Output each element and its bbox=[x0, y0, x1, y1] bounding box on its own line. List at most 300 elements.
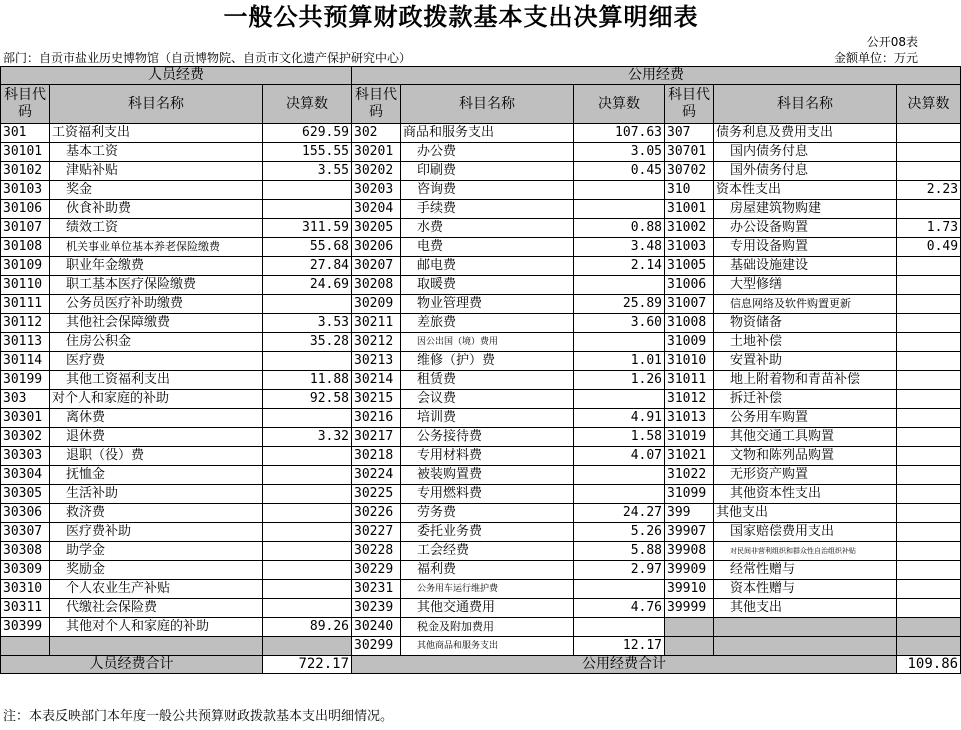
subject-code-cell: 30302 bbox=[1, 428, 50, 447]
subject-name-cell: 奖励金 bbox=[50, 561, 263, 580]
subject-code-cell: 30211 bbox=[352, 314, 401, 333]
personnel-total-value: 722.17 bbox=[263, 656, 352, 674]
subject-code-cell: 31005 bbox=[665, 257, 714, 276]
table-row bbox=[1, 447, 961, 466]
table-row bbox=[1, 409, 961, 428]
subject-name-cell: 代缴社会保险费 bbox=[50, 599, 263, 618]
subject-code-cell: 39910 bbox=[665, 580, 714, 599]
subject-name-cell: 债务利息及费用支出 bbox=[714, 124, 897, 143]
amount-cell: 11.88 bbox=[263, 371, 352, 390]
amount-cell bbox=[574, 181, 665, 200]
subject-code-cell: 30209 bbox=[352, 295, 401, 314]
subject-code-cell: 31022 bbox=[665, 466, 714, 485]
subject-name-cell: 其他社会保障缴费 bbox=[50, 314, 263, 333]
table-row bbox=[1, 542, 961, 561]
amount-cell bbox=[263, 181, 352, 200]
subject-code-cell: 30106 bbox=[1, 200, 50, 219]
department-label: 部门：自贡市盐业历史博物馆（自贡博物院、自贡市文化遗产保护研究中心） bbox=[3, 51, 412, 65]
amount-cell bbox=[574, 390, 665, 409]
amount-cell bbox=[574, 466, 665, 485]
amount-cell bbox=[574, 276, 665, 295]
amount-cell bbox=[897, 561, 961, 580]
subject-code-cell: 30206 bbox=[352, 238, 401, 257]
subject-code-cell: 31099 bbox=[665, 485, 714, 504]
subject-code-cell: 30303 bbox=[1, 447, 50, 466]
col-header-code: 科目代码 bbox=[665, 85, 714, 124]
amount-cell bbox=[263, 504, 352, 523]
subject-code-cell: 31002 bbox=[665, 219, 714, 238]
subject-name-cell: 税金及附加费用 bbox=[401, 618, 574, 637]
table-row bbox=[1, 371, 961, 390]
amount-cell: 311.59 bbox=[263, 219, 352, 238]
subject-code-cell: 30239 bbox=[352, 599, 401, 618]
subject-name-cell: 无形资产购置 bbox=[714, 466, 897, 485]
subject-name-cell: 生活补助 bbox=[50, 485, 263, 504]
subject-code-cell: 30702 bbox=[665, 162, 714, 181]
table-row bbox=[1, 580, 961, 599]
subject-code-cell: 30701 bbox=[665, 143, 714, 162]
subject-code-cell: 31008 bbox=[665, 314, 714, 333]
subject-code-cell: 30240 bbox=[352, 618, 401, 637]
amount-cell: 3.32 bbox=[263, 428, 352, 447]
col-header-name: 科目名称 bbox=[714, 85, 897, 124]
amount-cell bbox=[897, 485, 961, 504]
amount-cell bbox=[897, 504, 961, 523]
amount-cell: 3.05 bbox=[574, 143, 665, 162]
subject-name-cell: 被装购置费 bbox=[401, 466, 574, 485]
subject-name-cell: 公务接待费 bbox=[401, 428, 574, 447]
amount-cell bbox=[574, 618, 665, 637]
totals-row bbox=[1, 656, 961, 674]
table-row bbox=[1, 257, 961, 276]
subject-code-cell: 30306 bbox=[1, 504, 50, 523]
subject-code-cell: 30111 bbox=[1, 295, 50, 314]
subject-name-cell: 退职（役）费 bbox=[50, 447, 263, 466]
subject-name-cell: 国内债务付息 bbox=[714, 143, 897, 162]
subject-name-cell: 奖金 bbox=[50, 181, 263, 200]
subject-name-cell: 其他对个人和家庭的补助 bbox=[50, 618, 263, 637]
subject-code-cell: 30103 bbox=[1, 181, 50, 200]
subject-name-cell: 其他工资福利支出 bbox=[50, 371, 263, 390]
subject-code-cell: 31009 bbox=[665, 333, 714, 352]
subject-name-cell: 绩效工资 bbox=[50, 219, 263, 238]
subject-code-cell: 31010 bbox=[665, 352, 714, 371]
amount-cell: 27.84 bbox=[263, 257, 352, 276]
subject-code-cell: 303 bbox=[1, 390, 50, 409]
subject-code-cell: 301 bbox=[1, 124, 50, 143]
subject-name-cell: 职业年金缴费 bbox=[50, 257, 263, 276]
report-title: 一般公共预算财政拨款基本支出决算明细表 bbox=[223, 2, 699, 31]
subject-name-cell: 公务用车购置 bbox=[714, 409, 897, 428]
amount-cell: 107.63 bbox=[574, 124, 665, 143]
empty-cell bbox=[665, 637, 714, 656]
amount-cell: 0.88 bbox=[574, 219, 665, 238]
subject-code-cell: 31006 bbox=[665, 276, 714, 295]
amount-cell bbox=[574, 200, 665, 219]
empty-cell bbox=[714, 618, 897, 637]
subject-code-cell: 30214 bbox=[352, 371, 401, 390]
amount-cell bbox=[263, 295, 352, 314]
amount-cell bbox=[263, 352, 352, 371]
amount-cell: 3.53 bbox=[263, 314, 352, 333]
subject-name-cell: 国家赔偿费用支出 bbox=[714, 523, 897, 542]
amount-cell bbox=[897, 447, 961, 466]
amount-cell bbox=[897, 428, 961, 447]
subject-name-cell: 手续费 bbox=[401, 200, 574, 219]
subject-code-cell: 30226 bbox=[352, 504, 401, 523]
personnel-total-label: 人员经费合计 bbox=[1, 656, 263, 674]
amount-cell: 2.97 bbox=[574, 561, 665, 580]
empty-cell bbox=[897, 618, 961, 637]
subject-name-cell: 电费 bbox=[401, 238, 574, 257]
amount-cell bbox=[897, 409, 961, 428]
subject-name-cell: 经常性赠与 bbox=[714, 561, 897, 580]
amount-cell: 92.58 bbox=[263, 390, 352, 409]
subject-name-cell: 助学金 bbox=[50, 542, 263, 561]
subject-name-cell: 对民间非营利组织和群众性自治组织补贴 bbox=[714, 542, 897, 561]
amount-cell: 2.23 bbox=[897, 181, 961, 200]
subject-code-cell: 30199 bbox=[1, 371, 50, 390]
subject-code-cell: 30229 bbox=[352, 561, 401, 580]
amount-cell: 3.55 bbox=[263, 162, 352, 181]
amount-cell: 0.45 bbox=[574, 162, 665, 181]
subject-name-cell: 取暖费 bbox=[401, 276, 574, 295]
amount-cell bbox=[263, 523, 352, 542]
amount-cell: 35.28 bbox=[263, 333, 352, 352]
amount-cell: 5.26 bbox=[574, 523, 665, 542]
subject-name-cell: 机关事业单位基本养老保险缴费 bbox=[50, 238, 263, 257]
subject-name-cell: 其他交通费用 bbox=[401, 599, 574, 618]
subject-name-cell: 大型修缮 bbox=[714, 276, 897, 295]
subject-code-cell: 39908 bbox=[665, 542, 714, 561]
table-body bbox=[1, 124, 961, 656]
subject-code-cell: 30202 bbox=[352, 162, 401, 181]
subject-name-cell: 基础设施建设 bbox=[714, 257, 897, 276]
subject-code-cell: 30114 bbox=[1, 352, 50, 371]
subject-name-cell: 抚恤金 bbox=[50, 466, 263, 485]
subject-name-cell: 办公设备购置 bbox=[714, 219, 897, 238]
table-row bbox=[1, 276, 961, 295]
subject-code-cell: 30208 bbox=[352, 276, 401, 295]
amount-cell bbox=[897, 162, 961, 181]
subject-code-cell: 30310 bbox=[1, 580, 50, 599]
subject-code-cell: 307 bbox=[665, 124, 714, 143]
amount-cell: 1.01 bbox=[574, 352, 665, 371]
subject-code-cell: 30308 bbox=[1, 542, 50, 561]
empty-cell bbox=[714, 637, 897, 656]
subject-code-cell: 30212 bbox=[352, 333, 401, 352]
table-row bbox=[1, 523, 961, 542]
table-row bbox=[1, 428, 961, 447]
subject-name-cell: 会议费 bbox=[401, 390, 574, 409]
col-header-amount: 决算数 bbox=[897, 85, 961, 124]
subject-name-cell: 因公出国（境）费用 bbox=[401, 333, 574, 352]
subject-code-cell: 30203 bbox=[352, 181, 401, 200]
amount-cell bbox=[897, 124, 961, 143]
subject-name-cell: 差旅费 bbox=[401, 314, 574, 333]
subject-code-cell: 30309 bbox=[1, 561, 50, 580]
subject-code-cell: 30107 bbox=[1, 219, 50, 238]
subject-code-cell: 30101 bbox=[1, 143, 50, 162]
subject-code-cell: 399 bbox=[665, 504, 714, 523]
amount-cell bbox=[574, 580, 665, 599]
table-row bbox=[1, 181, 961, 200]
table-row bbox=[1, 561, 961, 580]
amount-cell: 2.14 bbox=[574, 257, 665, 276]
amount-cell bbox=[263, 561, 352, 580]
subject-name-cell: 工资福利支出 bbox=[50, 124, 263, 143]
empty-cell bbox=[50, 637, 263, 656]
subject-name-cell: 咨询费 bbox=[401, 181, 574, 200]
subject-name-cell: 商品和服务支出 bbox=[401, 124, 574, 143]
subject-code-cell: 31013 bbox=[665, 409, 714, 428]
subject-code-cell: 39909 bbox=[665, 561, 714, 580]
subject-code-cell: 30201 bbox=[352, 143, 401, 162]
col-header-code: 科目代码 bbox=[352, 85, 401, 124]
subject-code-cell: 30305 bbox=[1, 485, 50, 504]
subject-code-cell: 30113 bbox=[1, 333, 50, 352]
amount-cell bbox=[897, 466, 961, 485]
subject-name-cell: 救济费 bbox=[50, 504, 263, 523]
subject-code-cell: 302 bbox=[352, 124, 401, 143]
subject-name-cell: 职工基本医疗保险缴费 bbox=[50, 276, 263, 295]
subject-name-cell: 安置补助 bbox=[714, 352, 897, 371]
amount-cell: 0.49 bbox=[897, 238, 961, 257]
amount-cell bbox=[897, 200, 961, 219]
subject-name-cell: 专用材料费 bbox=[401, 447, 574, 466]
amount-cell: 4.91 bbox=[574, 409, 665, 428]
amount-cell bbox=[897, 599, 961, 618]
subject-code-cell: 310 bbox=[665, 181, 714, 200]
subject-name-cell: 住房公积金 bbox=[50, 333, 263, 352]
empty-cell bbox=[263, 637, 352, 656]
amount-cell: 24.69 bbox=[263, 276, 352, 295]
amount-cell bbox=[263, 599, 352, 618]
subject-name-cell: 文物和陈列品购置 bbox=[714, 447, 897, 466]
subject-code-cell: 30217 bbox=[352, 428, 401, 447]
subject-name-cell: 工会经费 bbox=[401, 542, 574, 561]
subject-code-cell: 39907 bbox=[665, 523, 714, 542]
subject-name-cell: 房屋建筑物购建 bbox=[714, 200, 897, 219]
subject-name-cell: 邮电费 bbox=[401, 257, 574, 276]
amount-cell bbox=[897, 390, 961, 409]
subject-code-cell: 31011 bbox=[665, 371, 714, 390]
amount-cell bbox=[897, 580, 961, 599]
table-row bbox=[1, 352, 961, 371]
table-row bbox=[1, 238, 961, 257]
col-header-name: 科目名称 bbox=[50, 85, 263, 124]
table-row bbox=[1, 504, 961, 523]
subject-name-cell: 国外债务付息 bbox=[714, 162, 897, 181]
section-personnel-header: 人员经费 bbox=[1, 67, 352, 85]
amount-cell bbox=[897, 333, 961, 352]
subject-name-cell: 物资储备 bbox=[714, 314, 897, 333]
subject-name-cell: 个人农业生产补贴 bbox=[50, 580, 263, 599]
subject-name-cell: 劳务费 bbox=[401, 504, 574, 523]
subject-name-cell: 医疗费 bbox=[50, 352, 263, 371]
subject-name-cell: 伙食补助费 bbox=[50, 200, 263, 219]
subject-code-cell: 30207 bbox=[352, 257, 401, 276]
table-row bbox=[1, 466, 961, 485]
amount-cell: 5.88 bbox=[574, 542, 665, 561]
amount-cell: 55.68 bbox=[263, 238, 352, 257]
amount-cell bbox=[897, 352, 961, 371]
subject-code-cell: 30227 bbox=[352, 523, 401, 542]
subject-name-cell: 拆迁补偿 bbox=[714, 390, 897, 409]
table-row bbox=[1, 219, 961, 238]
amount-cell bbox=[897, 276, 961, 295]
subject-name-cell: 津贴补贴 bbox=[50, 162, 263, 181]
amount-cell bbox=[897, 295, 961, 314]
subject-name-cell: 印刷费 bbox=[401, 162, 574, 181]
subject-name-cell: 专用设备购置 bbox=[714, 238, 897, 257]
amount-cell bbox=[574, 333, 665, 352]
subject-code-cell: 30399 bbox=[1, 618, 50, 637]
amount-cell: 4.76 bbox=[574, 599, 665, 618]
subject-name-cell: 信息网络及软件购置更新 bbox=[714, 295, 897, 314]
subject-name-cell: 公务用车运行维护费 bbox=[401, 580, 574, 599]
col-header-amount: 决算数 bbox=[263, 85, 352, 124]
subject-name-cell: 其他资本性支出 bbox=[714, 485, 897, 504]
subject-name-cell: 福利费 bbox=[401, 561, 574, 580]
col-header-amount: 决算数 bbox=[574, 85, 665, 124]
public-total-value: 109.86 bbox=[897, 656, 961, 674]
subject-code-cell: 30205 bbox=[352, 219, 401, 238]
amount-cell bbox=[897, 143, 961, 162]
amount-cell bbox=[263, 542, 352, 561]
amount-cell: 4.07 bbox=[574, 447, 665, 466]
amount-cell bbox=[897, 542, 961, 561]
table-row bbox=[1, 637, 961, 656]
amount-cell bbox=[263, 466, 352, 485]
subject-code-cell: 30301 bbox=[1, 409, 50, 428]
col-header-code: 科目代码 bbox=[1, 85, 50, 124]
amount-cell bbox=[263, 447, 352, 466]
subject-code-cell: 30215 bbox=[352, 390, 401, 409]
footnote: 注：本表反映部门本年度一般公共预算财政拨款基本支出明细情况。 bbox=[3, 709, 394, 724]
subject-name-cell: 退休费 bbox=[50, 428, 263, 447]
subject-code-cell: 30109 bbox=[1, 257, 50, 276]
public-total-label: 公用经费合计 bbox=[352, 656, 897, 674]
amount-cell bbox=[897, 314, 961, 333]
amount-cell: 1.73 bbox=[897, 219, 961, 238]
unit-label: 金额单位：万元 bbox=[833, 51, 918, 65]
subject-code-cell: 31019 bbox=[665, 428, 714, 447]
amount-cell bbox=[263, 409, 352, 428]
expenditure-table bbox=[0, 66, 961, 674]
amount-cell bbox=[897, 257, 961, 276]
empty-cell bbox=[665, 618, 714, 637]
subject-code-cell: 30311 bbox=[1, 599, 50, 618]
subject-name-cell: 地上附着物和青苗补偿 bbox=[714, 371, 897, 390]
amount-cell: 3.48 bbox=[574, 238, 665, 257]
table-row bbox=[1, 143, 961, 162]
table-row bbox=[1, 333, 961, 352]
table-row bbox=[1, 295, 961, 314]
subject-code-cell: 30213 bbox=[352, 352, 401, 371]
table-row bbox=[1, 200, 961, 219]
subject-name-cell: 专用燃料费 bbox=[401, 485, 574, 504]
subject-code-cell: 30299 bbox=[352, 637, 401, 656]
subject-code-cell: 30216 bbox=[352, 409, 401, 428]
amount-cell bbox=[263, 580, 352, 599]
amount-cell: 155.55 bbox=[263, 143, 352, 162]
subject-code-cell: 30231 bbox=[352, 580, 401, 599]
subject-code-cell: 30204 bbox=[352, 200, 401, 219]
amount-cell: 3.60 bbox=[574, 314, 665, 333]
subject-code-cell: 30108 bbox=[1, 238, 50, 257]
subject-name-cell: 其他商品和服务支出 bbox=[401, 637, 574, 656]
subject-name-cell: 其他支出 bbox=[714, 504, 897, 523]
subject-name-cell: 基本工资 bbox=[50, 143, 263, 162]
subject-code-cell: 30218 bbox=[352, 447, 401, 466]
subject-name-cell: 维修（护）费 bbox=[401, 352, 574, 371]
amount-cell: 25.89 bbox=[574, 295, 665, 314]
table-row bbox=[1, 390, 961, 409]
amount-cell bbox=[897, 523, 961, 542]
empty-cell bbox=[1, 637, 50, 656]
amount-cell: 24.27 bbox=[574, 504, 665, 523]
table-row bbox=[1, 314, 961, 333]
subject-name-cell: 公务员医疗补助缴费 bbox=[50, 295, 263, 314]
table-code: 公开08表 bbox=[866, 35, 918, 49]
table-row bbox=[1, 618, 961, 637]
subject-name-cell: 其他支出 bbox=[714, 599, 897, 618]
subject-code-cell: 31007 bbox=[665, 295, 714, 314]
table-row bbox=[1, 599, 961, 618]
col-header-name: 科目名称 bbox=[401, 85, 574, 124]
subject-code-cell: 31001 bbox=[665, 200, 714, 219]
subject-code-cell: 30225 bbox=[352, 485, 401, 504]
empty-cell bbox=[897, 637, 961, 656]
subject-name-cell: 土地补偿 bbox=[714, 333, 897, 352]
amount-cell: 1.58 bbox=[574, 428, 665, 447]
subject-code-cell: 30110 bbox=[1, 276, 50, 295]
column-header-row bbox=[1, 85, 961, 124]
amount-cell: 629.59 bbox=[263, 124, 352, 143]
section-public-header: 公用经费 bbox=[352, 67, 961, 85]
amount-cell bbox=[263, 485, 352, 504]
amount-cell bbox=[897, 371, 961, 390]
subject-code-cell: 31012 bbox=[665, 390, 714, 409]
subject-code-cell: 30224 bbox=[352, 466, 401, 485]
subject-code-cell: 39999 bbox=[665, 599, 714, 618]
subject-code-cell: 30228 bbox=[352, 542, 401, 561]
subject-code-cell: 31003 bbox=[665, 238, 714, 257]
amount-cell bbox=[263, 200, 352, 219]
amount-cell: 1.26 bbox=[574, 371, 665, 390]
table-row bbox=[1, 124, 961, 143]
subject-name-cell: 医疗费补助 bbox=[50, 523, 263, 542]
subject-name-cell: 其他交通工具购置 bbox=[714, 428, 897, 447]
subject-name-cell: 资本性赠与 bbox=[714, 580, 897, 599]
subject-name-cell: 水费 bbox=[401, 219, 574, 238]
subject-code-cell: 30307 bbox=[1, 523, 50, 542]
table-row bbox=[1, 485, 961, 504]
subject-code-cell: 31021 bbox=[665, 447, 714, 466]
subject-name-cell: 办公费 bbox=[401, 143, 574, 162]
amount-cell: 89.26 bbox=[263, 618, 352, 637]
subject-name-cell: 培训费 bbox=[401, 409, 574, 428]
subject-name-cell: 离休费 bbox=[50, 409, 263, 428]
subject-name-cell: 资本性支出 bbox=[714, 181, 897, 200]
subject-name-cell: 物业管理费 bbox=[401, 295, 574, 314]
amount-cell: 12.17 bbox=[574, 637, 665, 656]
subject-code-cell: 30102 bbox=[1, 162, 50, 181]
table-row bbox=[1, 162, 961, 181]
subject-code-cell: 30304 bbox=[1, 466, 50, 485]
subject-code-cell: 30112 bbox=[1, 314, 50, 333]
